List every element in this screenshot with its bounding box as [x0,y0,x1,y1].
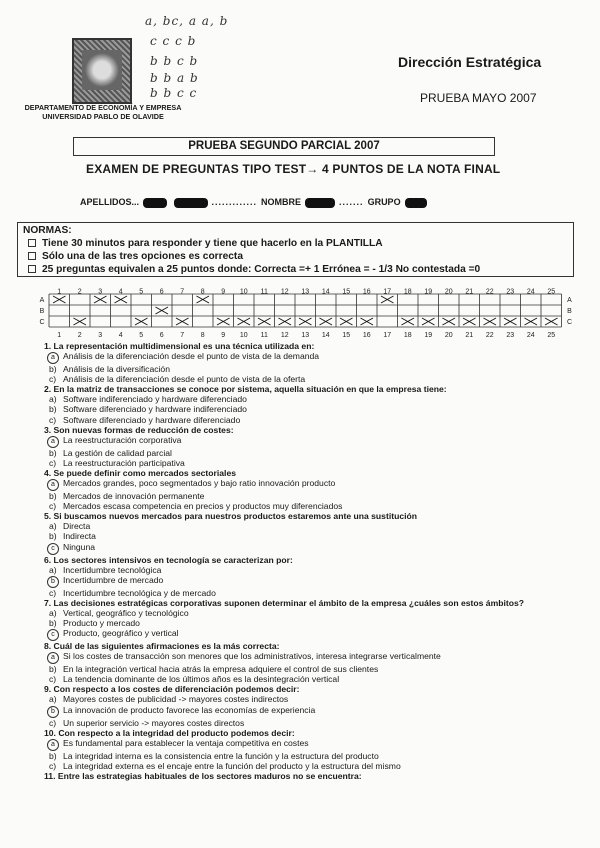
option-letter: c) [49,674,57,685]
option-letter [49,628,63,641]
grid-number-bottom: 3 [98,332,103,339]
option-text: Es fundamental para establecer la ventaja competitiva en costes [63,737,309,748]
option-text: La integridad externa es el encaje entre la función del producto y la estructura del mismo [63,760,401,771]
department-name: DEPARTAMENTO DE ECONOMÍA Y EMPRESA [24,103,182,112]
grid-number-top: 19 [424,288,433,296]
answer-option [44,705,574,718]
question-text: 6. Los sectores intensivos en tecnología se caracterizan por: [44,554,293,565]
option-text: Análisis de la diversificación [63,364,170,375]
grid-number-bottom: 1 [57,332,62,339]
option-text: La reestructuración corporativa [63,434,182,445]
grid-number-top: 25 [547,288,556,296]
option-letter: b) [49,364,57,375]
grid-number-bottom: 20 [444,332,453,339]
circled-answer-icon: b [47,576,59,588]
grid-number-bottom: 8 [200,332,205,339]
option-text: Software diferenciado y hardware diferenciado [63,414,241,425]
grid-number-top: 13 [301,288,310,296]
circled-answer-icon: b [47,706,59,718]
grid-number-bottom: 17 [383,332,392,339]
answer-option [44,738,574,751]
circled-answer-icon: a [47,479,59,491]
grid-number-bottom: 7 [180,332,185,339]
checkbox-icon [28,265,36,273]
question-text: 4. Se puede definir como mercados sectoriales [44,467,236,478]
grid-number-top: 7 [180,288,185,296]
option-text: Incertidumbre de mercado [63,574,164,585]
option-text: Un superior servicio -> mayores costes directos [63,717,245,728]
exam-subtitle: EXAMEN DE PREGUNTAS TIPO TEST→ 4 PUNTOS DE LA NOTA FINAL [86,162,501,176]
apellidos-label: APELLIDOS... [80,197,140,207]
grid-number-bottom: 16 [362,332,371,339]
option-text: Incertidumbre tecnológica [63,564,162,575]
norm-rule-1: Tiene 30 minutos para responder y tiene que hacerlo en la PLANTILLA [28,238,383,249]
grid-row-label-left: A [39,297,45,304]
option-text: La gestión de calidad parcial [63,447,172,458]
answer-option [44,501,574,511]
grid-number-bottom: 21 [465,332,474,339]
grid-number-top: 4 [118,288,123,296]
option-letter: a) [49,694,57,705]
option-text: Mercados de innovación permanente [63,491,205,502]
question-text: 2. En la matriz de transacciones se conoce por sistema, aquella situación en que la empresa tiene: [44,384,447,395]
handwritten-note-3: b b c b [150,54,199,68]
norm-rule-3: 25 preguntas equivalen a 25 puntos donde: Correcta =+ 1 Errónea = - 1/3 No contestada =0 [28,264,480,275]
grupo-label: GRUPO [367,197,401,207]
redacted-group [405,198,427,208]
grid-number-top: 22 [485,288,494,296]
grid-number-top: 1 [57,288,62,296]
grid-row-label-right: B [567,308,572,315]
option-text: Software indiferenciado y hardware diferenciado [63,394,247,405]
option-letter: c) [49,457,57,468]
grid-row-label-left: B [39,308,45,315]
option-text: Producto, geográfico y vertical [63,628,179,639]
answer-option [44,531,574,541]
option-letter: a) [49,607,57,618]
grid-number-bottom: 2 [77,332,82,339]
checkbox-icon [28,239,36,247]
option-text: Incertidumbre tecnológica y de mercado [63,587,216,598]
option-text: Mercados grandes, poco segmentados y bajo ratio innovación producto [63,478,336,489]
question-text: 7. Las decisiones estratégicas corporativas suponen determinar el ámbito de la empresa ¿cuáles son estos ámbitos? [44,597,524,608]
grid-number-bottom: 15 [342,332,351,339]
option-text: Directa [63,521,91,532]
option-letter [49,705,63,718]
option-text: La integridad interna es la consistencia entre la función y la estructura del producto [63,750,379,761]
answer-sheet-grid [37,288,573,344]
circled-answer-icon: a [47,436,59,448]
answer-option [44,628,574,641]
answer-option [44,351,574,364]
grid-number-top: 23 [506,288,515,296]
grid-number-top: 12 [280,288,289,296]
answer-option [44,565,574,575]
answer-option [44,694,574,704]
option-text: Vertical, geográfico y tecnológico [63,607,189,618]
option-letter: c) [49,414,57,425]
redacted-name [305,198,335,208]
option-letter: a) [49,521,57,532]
grid-number-top: 21 [465,288,474,296]
grid-row-label-right: C [566,319,573,326]
course-title: Dirección Estratégica [398,54,542,70]
option-text: La reestructuración participativa [63,457,185,468]
option-text: La innovación de producto favorece las economías de experiencia [63,704,316,715]
answer-option [44,588,574,598]
circled-answer-icon: c [47,629,59,641]
grid-number-top: 10 [239,288,248,296]
grid-number-bottom: 25 [547,332,556,339]
option-text: Mercados escasa competencia en precios y productos muy diferenciados [63,501,343,512]
option-text: Si los costes de transacción son menores que los administrativos, interesa integrarse verticalmente [63,651,441,662]
norms-title: NORMAS: [23,225,72,236]
grid-number-bottom: 22 [485,332,494,339]
grid-number-top: 16 [362,288,371,296]
option-letter: c) [49,374,57,385]
question-text: 8. Cuál de las siguientes afirmaciones es la más correcta: [44,641,280,652]
answer-option [44,415,574,425]
department-block [18,103,188,121]
grid-row-label-left: C [39,319,45,326]
option-letter: c) [49,760,57,771]
option-letter [49,651,63,664]
student-id-line: APELLIDOS... ............. NOMBRE ....... GRUPO [80,197,431,208]
university-seal-icon [72,38,132,104]
option-letter: b) [49,750,57,761]
option-letter [49,738,63,751]
option-text: La tendencia dominante de los últimos años es la desintegración vertical [63,674,340,685]
grid-number-top: 5 [139,288,144,296]
answer-option [44,608,574,618]
question-text: 1. La representación multidimensional es una técnica utilizada en: [44,341,315,351]
option-letter: b) [49,404,57,415]
answer-option [44,651,574,664]
questions-list [44,341,574,781]
checkbox-icon [28,252,36,260]
grid-number-top: 15 [342,288,351,296]
handwritten-note-4: b b a b [150,71,199,85]
grid-number-bottom: 18 [403,332,412,339]
option-letter [49,435,63,448]
option-text: Mayores costes de publicidad -> mayores costes indirectos [63,694,289,705]
exam-box-title: PRUEBA SEGUNDO PARCIAL 2007 [73,137,495,156]
grid-number-bottom: 9 [221,332,226,339]
grid-number-top: 24 [526,288,535,296]
option-text: Software diferenciado y hardware indiferenciado [63,404,247,415]
option-text: Análisis de la diferenciación desde el punto de vista de la demanda [63,351,320,362]
norms-box [17,222,574,277]
circled-answer-icon: c [47,543,59,555]
answer-option [44,364,574,374]
answer-option [44,404,574,414]
question-text: 11. Entre las estrategias habituales de los sectores maduros no se encuentra: [44,770,362,781]
grid-number-bottom: 12 [280,332,289,339]
answer-option [44,718,574,728]
grid-number-top: 6 [159,288,164,296]
answer-option [44,575,574,588]
answer-option [44,664,574,674]
answer-option [44,435,574,448]
grid-number-bottom: 14 [321,332,330,339]
question-text: 10. Con respecto a la integridad del producto podemos decir: [44,727,295,738]
option-letter: b) [49,491,57,502]
grid-number-bottom: 10 [239,332,248,339]
option-text: En la integración vertical hacia atrás la empresa adquiere el control de sus clientes [63,664,379,675]
option-letter [49,478,63,491]
answer-option [44,478,574,491]
answer-option [44,521,574,531]
redacted-surname-1 [143,198,167,208]
option-letter: c) [49,587,57,598]
question-text: 3. Son nuevas formas de reducción de costes: [44,424,234,435]
answer-option [44,448,574,458]
grid-row-label-right: A [567,297,572,304]
grid-number-bottom: 24 [526,332,535,339]
handwritten-note-1: a, bc, a a, b [145,14,229,28]
answer-option [44,618,574,628]
option-letter [49,351,63,364]
grid-number-top: 14 [321,288,330,296]
exam-date: PRUEBA MAYO 2007 [420,91,537,105]
grid-number-bottom: 5 [139,332,144,339]
option-letter: b) [49,664,57,675]
grid-number-top: 2 [77,288,82,296]
grid-number-bottom: 6 [159,332,164,339]
answer-option [44,674,574,684]
grid-number-bottom: 13 [301,332,310,339]
option-text: Ninguna [63,541,96,552]
grid-number-bottom: 4 [118,332,123,339]
grid-number-bottom: 11 [260,332,268,339]
circled-answer-icon: a [47,352,59,364]
option-letter: b) [49,531,57,542]
grid-number-top: 20 [444,288,453,296]
option-letter: b) [49,447,57,458]
option-letter: a) [49,564,57,575]
answer-option [44,751,574,761]
handwritten-note-5: b b c c [150,86,198,100]
option-letter: c) [49,501,57,512]
grid-number-bottom: 23 [506,332,515,339]
grid-number-top: 3 [98,288,103,296]
option-text: Indirecta [63,531,96,542]
answer-option [44,491,574,501]
grid-number-top: 11 [260,288,268,296]
norm-rule-2: Sólo una de las tres opciones es correcta [28,251,243,262]
option-letter: c) [49,717,57,728]
answer-option [44,458,574,468]
answer-option [44,761,574,771]
question-text: 5. Si buscamos nuevos mercados para nuestros productos estaremos ante una sustitución [44,511,417,522]
circled-answer-icon: a [47,739,59,751]
redacted-surname-2 [174,198,208,208]
grid-number-top: 8 [200,288,205,296]
handwritten-note-2: c c c b [150,34,197,48]
answer-option [44,374,574,384]
option-text: Producto y mercado [63,617,140,628]
university-name: UNIVERSIDAD PABLO DE OLAVIDE [42,112,164,121]
option-letter [49,542,63,555]
question-text: 9. Con respecto a los costes de diferenciación podemos decir: [44,684,300,695]
option-letter: a) [49,394,57,405]
option-text: Análisis de la diferenciación desde el punto de vista de la oferta [63,374,306,385]
circled-answer-icon: a [47,652,59,664]
grid-number-top: 9 [221,288,226,296]
option-letter [49,575,63,588]
answer-option [44,542,574,555]
grid-number-top: 17 [383,288,392,296]
option-letter: b) [49,617,57,628]
nombre-label: NOMBRE [261,197,302,207]
answer-option [44,394,574,404]
grid-number-top: 18 [403,288,412,296]
grid-number-bottom: 19 [424,332,433,339]
